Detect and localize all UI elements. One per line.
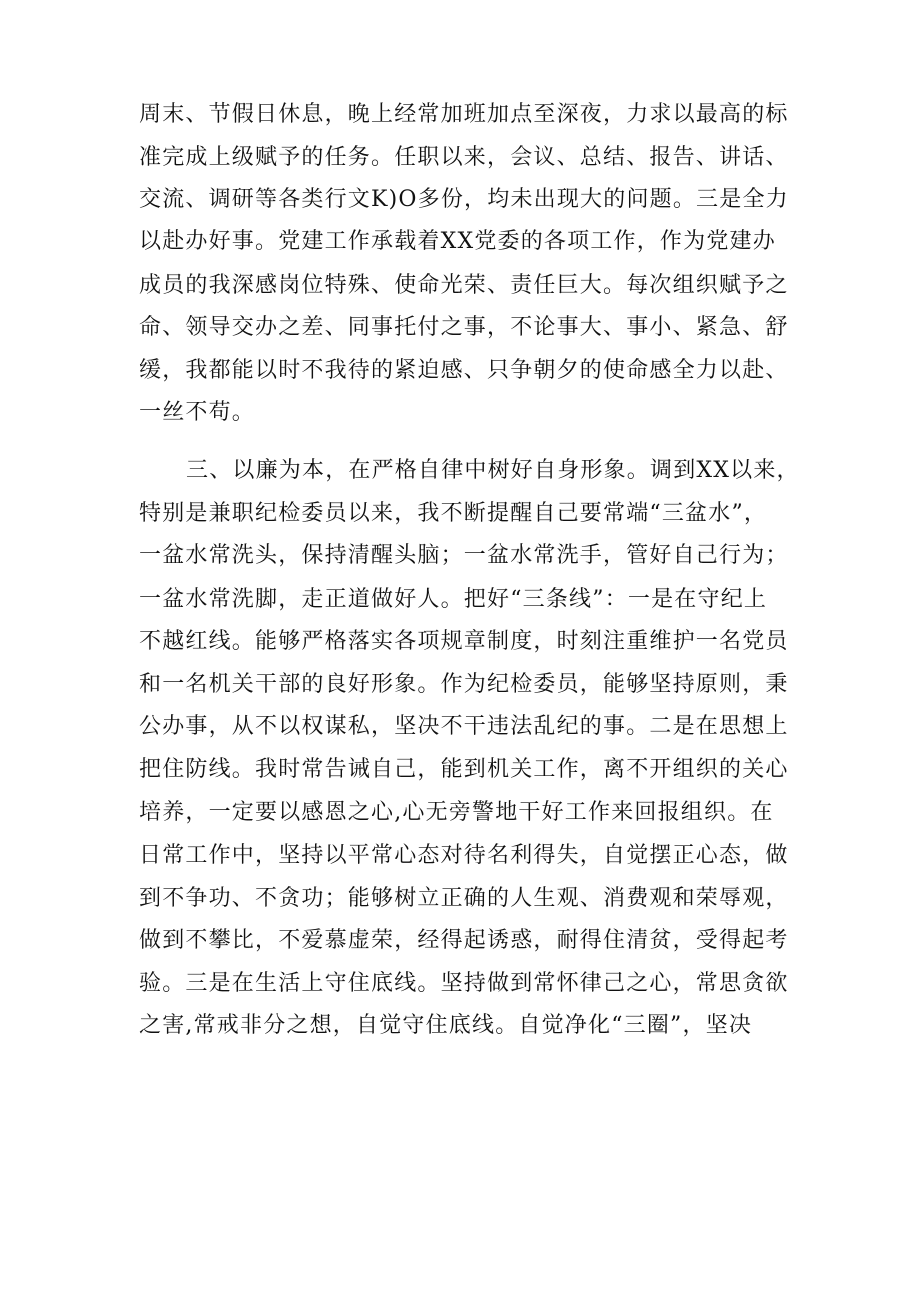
- text-line: 验。三是在生活上守住底线。坚持做到常怀律己之心，常思贪欲: [139, 971, 789, 996]
- text-line: 以赴办好事。党建工作承载着XX党委的各项工作，作为党建办: [139, 229, 776, 254]
- text-line: 日常工作中，坚持以平常心态对待名利得失，自觉摆正心态，做: [139, 843, 789, 868]
- text-line: 一盆水常洗脚，走正道做好人。把好“三条线”：一是在守纪上: [139, 587, 768, 612]
- text-line: 公办事，从不以权谋私，坚决不干违法乱纪的事。二是在思想上: [139, 714, 789, 739]
- text-line: 把住防线。我时常告诫自己，能到机关工作，离不开组织的关心: [139, 757, 789, 782]
- text-line: 命、领导交办之差、同事托付之事，不论事大、事小、紧急、舒: [139, 315, 789, 340]
- text-line: 特别是兼职纪检委员以来，我不断提醒自己要常端“三盆水”，: [139, 501, 768, 526]
- section-heading-line: 三、以廉为本，在严格自律中树好自身形象。调到XX以来，: [186, 458, 800, 483]
- text-line: 做到不攀比，不爱慕虚荣，经得起诱惑，耐得住清贫，受得起考: [139, 928, 789, 953]
- text-line: 准完成上级赋予的任务。任职以来，会议、总结、报告、讲话、: [139, 145, 789, 170]
- text-line: 成员的我深感岗位特殊、使命光荣、责任巨大。每次组织赋予之: [139, 273, 789, 298]
- text-line: 之害,常戒非分之想，自觉守住底线。自觉净化“三圈”，坚决: [139, 1013, 753, 1038]
- text-line: 周末、节假日休息，晚上经常加班加点至深夜，力求以最高的标: [139, 102, 789, 127]
- text-line: 到不争功、不贪功；能够树立正确的人生观、消费观和荣辱观，: [139, 886, 789, 911]
- text-line: 缓，我都能以时不我待的紧迫感、只争朝夕的使命感全力以赴、: [139, 358, 789, 383]
- text-line: 交流、调研等各类行文K)O多份，均未出现大的问题。三是全力: [139, 187, 789, 212]
- text-line: 一盆水常洗头，保持清醒头脑；一盆水常洗手，管好自己行为；: [139, 543, 789, 568]
- text-line: 一丝不苟。: [139, 400, 256, 425]
- text-line: 不越红线。能够严格落实各项规章制度，时刻注重维护一名党员: [139, 629, 789, 654]
- text-line: 培养，一定要以感恩之心,心无旁警地干好工作来回报组织。在: [139, 800, 774, 825]
- text-line: 和一名机关干部的良好形象。作为纪检委员，能够坚持原则，秉: [139, 672, 789, 697]
